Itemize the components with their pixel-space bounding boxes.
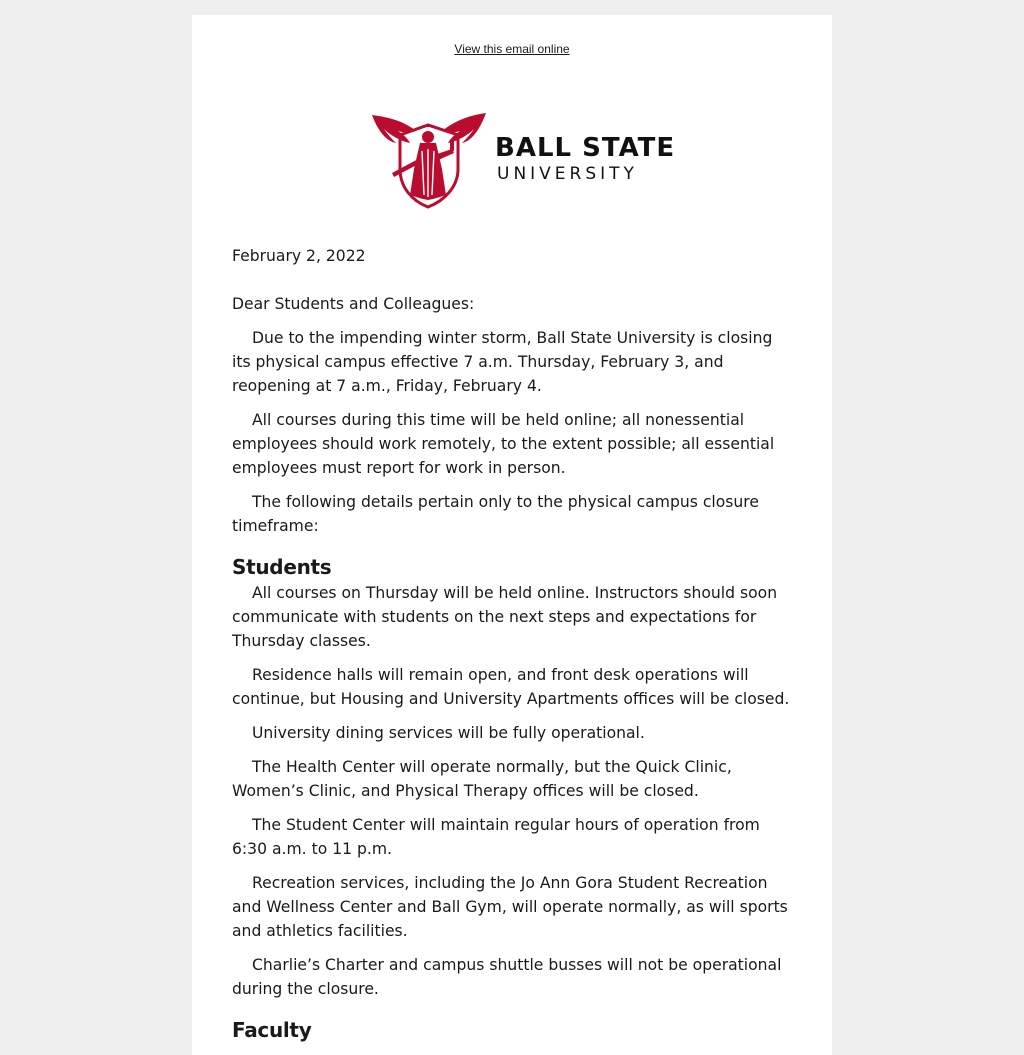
university-logo[interactable] <box>370 111 676 211</box>
students-paragraph: Residence halls will remain open, and front desk operations will continue, but Housing and University Apartments offices will be closed. <box>232 666 790 708</box>
students-paragraph: University dining services will be fully operational. <box>252 724 645 742</box>
email-card <box>192 15 832 1055</box>
students-paragraph: The Health Center will operate normally, but the Quick Clinic, Women’s Clinic, and Physical Therapy offices will be closed. <box>232 758 732 800</box>
intro-paragraph: Due to the impending winter storm, Ball State University is closing its physical campus effective 7 a.m. Thursday, February 3, and reopening at 7 a.m., Friday, February 4. <box>232 329 773 395</box>
letter-body <box>232 244 792 1044</box>
view-email-online-link[interactable]: View this email online <box>454 42 570 56</box>
intro-paragraph: All courses during this time will be held online; all nonessential employees should work remotely, to the extent possible; all essential employees must report for work in person. <box>232 411 775 477</box>
students-paragraph: All courses on Thursday will be held online. Instructors should soon communicate with students on the next steps and expectations for Thursday classes. <box>232 584 778 650</box>
griffin-emblem-icon <box>370 111 490 211</box>
logo-wordmark-ball-state: BALL STATE <box>495 133 676 163</box>
students-paragraph: Charlie’s Charter and campus shuttle busses will not be operational during the closure. <box>232 956 782 998</box>
letter-date: February 2, 2022 <box>232 247 366 265</box>
logo-wordmark-university: UNIVERSITY <box>497 164 638 184</box>
section-heading-faculty: Faculty <box>232 1018 312 1042</box>
letter-salutation: Dear Students and Colleagues: <box>232 295 475 313</box>
section-heading-students: Students <box>232 555 332 579</box>
students-paragraph: Recreation services, including the Jo Ann Gora Student Recreation and Wellness Center and Ball Gym, will operate normally, as will sports and athletics facilities. <box>232 874 788 940</box>
intro-paragraph: The following details pertain only to the physical campus closure timeframe: <box>232 493 759 535</box>
students-paragraph: The Student Center will maintain regular hours of operation from 6:30 a.m. to 11 p.m. <box>232 816 760 858</box>
